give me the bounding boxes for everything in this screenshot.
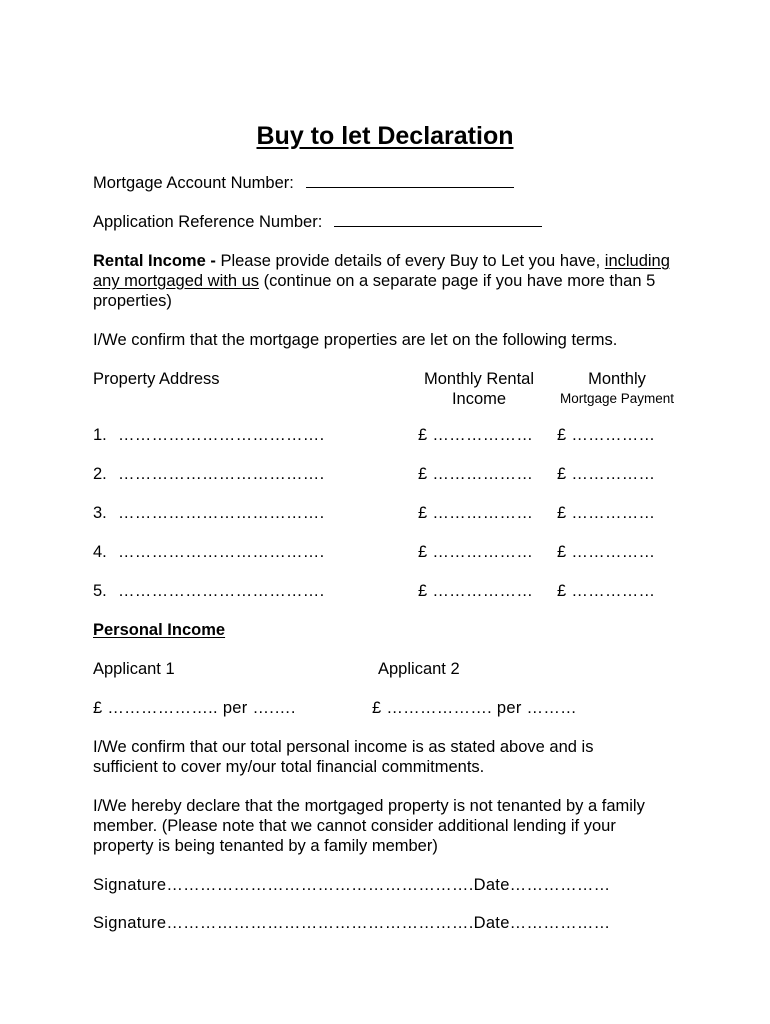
property-row-number: 1.	[93, 426, 107, 444]
property-address-field[interactable]: ……………………………….	[118, 543, 325, 561]
rental-income-field[interactable]: £ ………………	[418, 426, 534, 444]
confirm-terms-text: I/We confirm that the mortgage properties are let on the following terms.	[93, 331, 618, 349]
rental-income-intro	[93, 251, 683, 311]
property-address-field[interactable]: ……………………………….	[118, 582, 325, 600]
property-row-number: 3.	[93, 504, 107, 522]
col-header-mortgage	[550, 369, 684, 409]
col-header-mortgage-line1: Monthly	[588, 370, 646, 388]
col-header-rental-line1: Monthly Rental	[423, 370, 535, 388]
mortgage-payment-field[interactable]: £ ……………	[557, 504, 656, 522]
rental-income-label: Rental Income -	[93, 252, 216, 270]
application-reference-row	[93, 212, 542, 232]
application-reference-label: Application Reference Number:	[93, 213, 323, 231]
page-title: Buy to let Declaration	[256, 122, 514, 150]
rental-income-field[interactable]: £ ………………	[418, 465, 534, 483]
rental-intro-underlined: including any mortgaged with us	[93, 252, 670, 290]
property-address-field[interactable]: ……………………………….	[118, 504, 325, 522]
rental-intro-text-1: Please provide details of every Buy to Let you have,	[220, 252, 601, 270]
mortgage-payment-field[interactable]: £ ……………	[557, 543, 656, 561]
rental-income-field[interactable]: £ ………………	[418, 543, 534, 561]
col-header-mortgage-line2: Mortgage Payment	[559, 391, 675, 406]
signature-line[interactable]: Signature……………………………………………….Date………………	[93, 914, 611, 932]
rental-intro-text-2: (continue on a separate page if you have more than 5 properties)	[93, 272, 656, 310]
col-header-rental	[409, 369, 549, 409]
col-header-rental-line2: Income	[451, 390, 507, 408]
personal-income-heading: Personal Income	[93, 621, 226, 639]
applicant1-label: Applicant 1	[93, 660, 175, 678]
property-row-number: 5.	[93, 582, 107, 600]
property-address-field[interactable]: ……………………………….	[118, 465, 325, 483]
mortgage-account-label: Mortgage Account Number:	[93, 174, 294, 192]
property-row-number: 4.	[93, 543, 107, 561]
rental-income-field[interactable]: £ ………………	[418, 582, 534, 600]
applicant1-income-field[interactable]: £ ……………….. per ….….	[93, 699, 296, 717]
tenancy-declaration-text: I/We hereby declare that the mortgaged property is not tenanted by a family member. (Please note that we cannot consider additional lending if your property is being tenanted by a family member)	[93, 797, 645, 855]
application-reference-field[interactable]	[334, 225, 542, 227]
mortgage-account-field[interactable]	[306, 186, 514, 188]
applicant2-income-field[interactable]: £ ………………. per ………	[372, 699, 577, 717]
property-row-number: 2.	[93, 465, 107, 483]
mortgage-account-row	[93, 173, 514, 193]
property-address-field[interactable]: ……………………………….	[118, 426, 325, 444]
signature-line[interactable]: Signature……………………………………………….Date………………	[93, 876, 611, 894]
rental-income-field[interactable]: £ ………………	[418, 504, 534, 522]
mortgage-payment-field[interactable]: £ ……………	[557, 426, 656, 444]
mortgage-payment-field[interactable]: £ ……………	[557, 465, 656, 483]
col-header-address: Property Address	[93, 370, 220, 388]
mortgage-payment-field[interactable]: £ ……………	[557, 582, 656, 600]
confirm-income-text: I/We confirm that our total personal income is as stated above and is sufficient to cover my/our total financial commitments.	[93, 738, 594, 776]
applicant2-label: Applicant 2	[378, 660, 460, 678]
